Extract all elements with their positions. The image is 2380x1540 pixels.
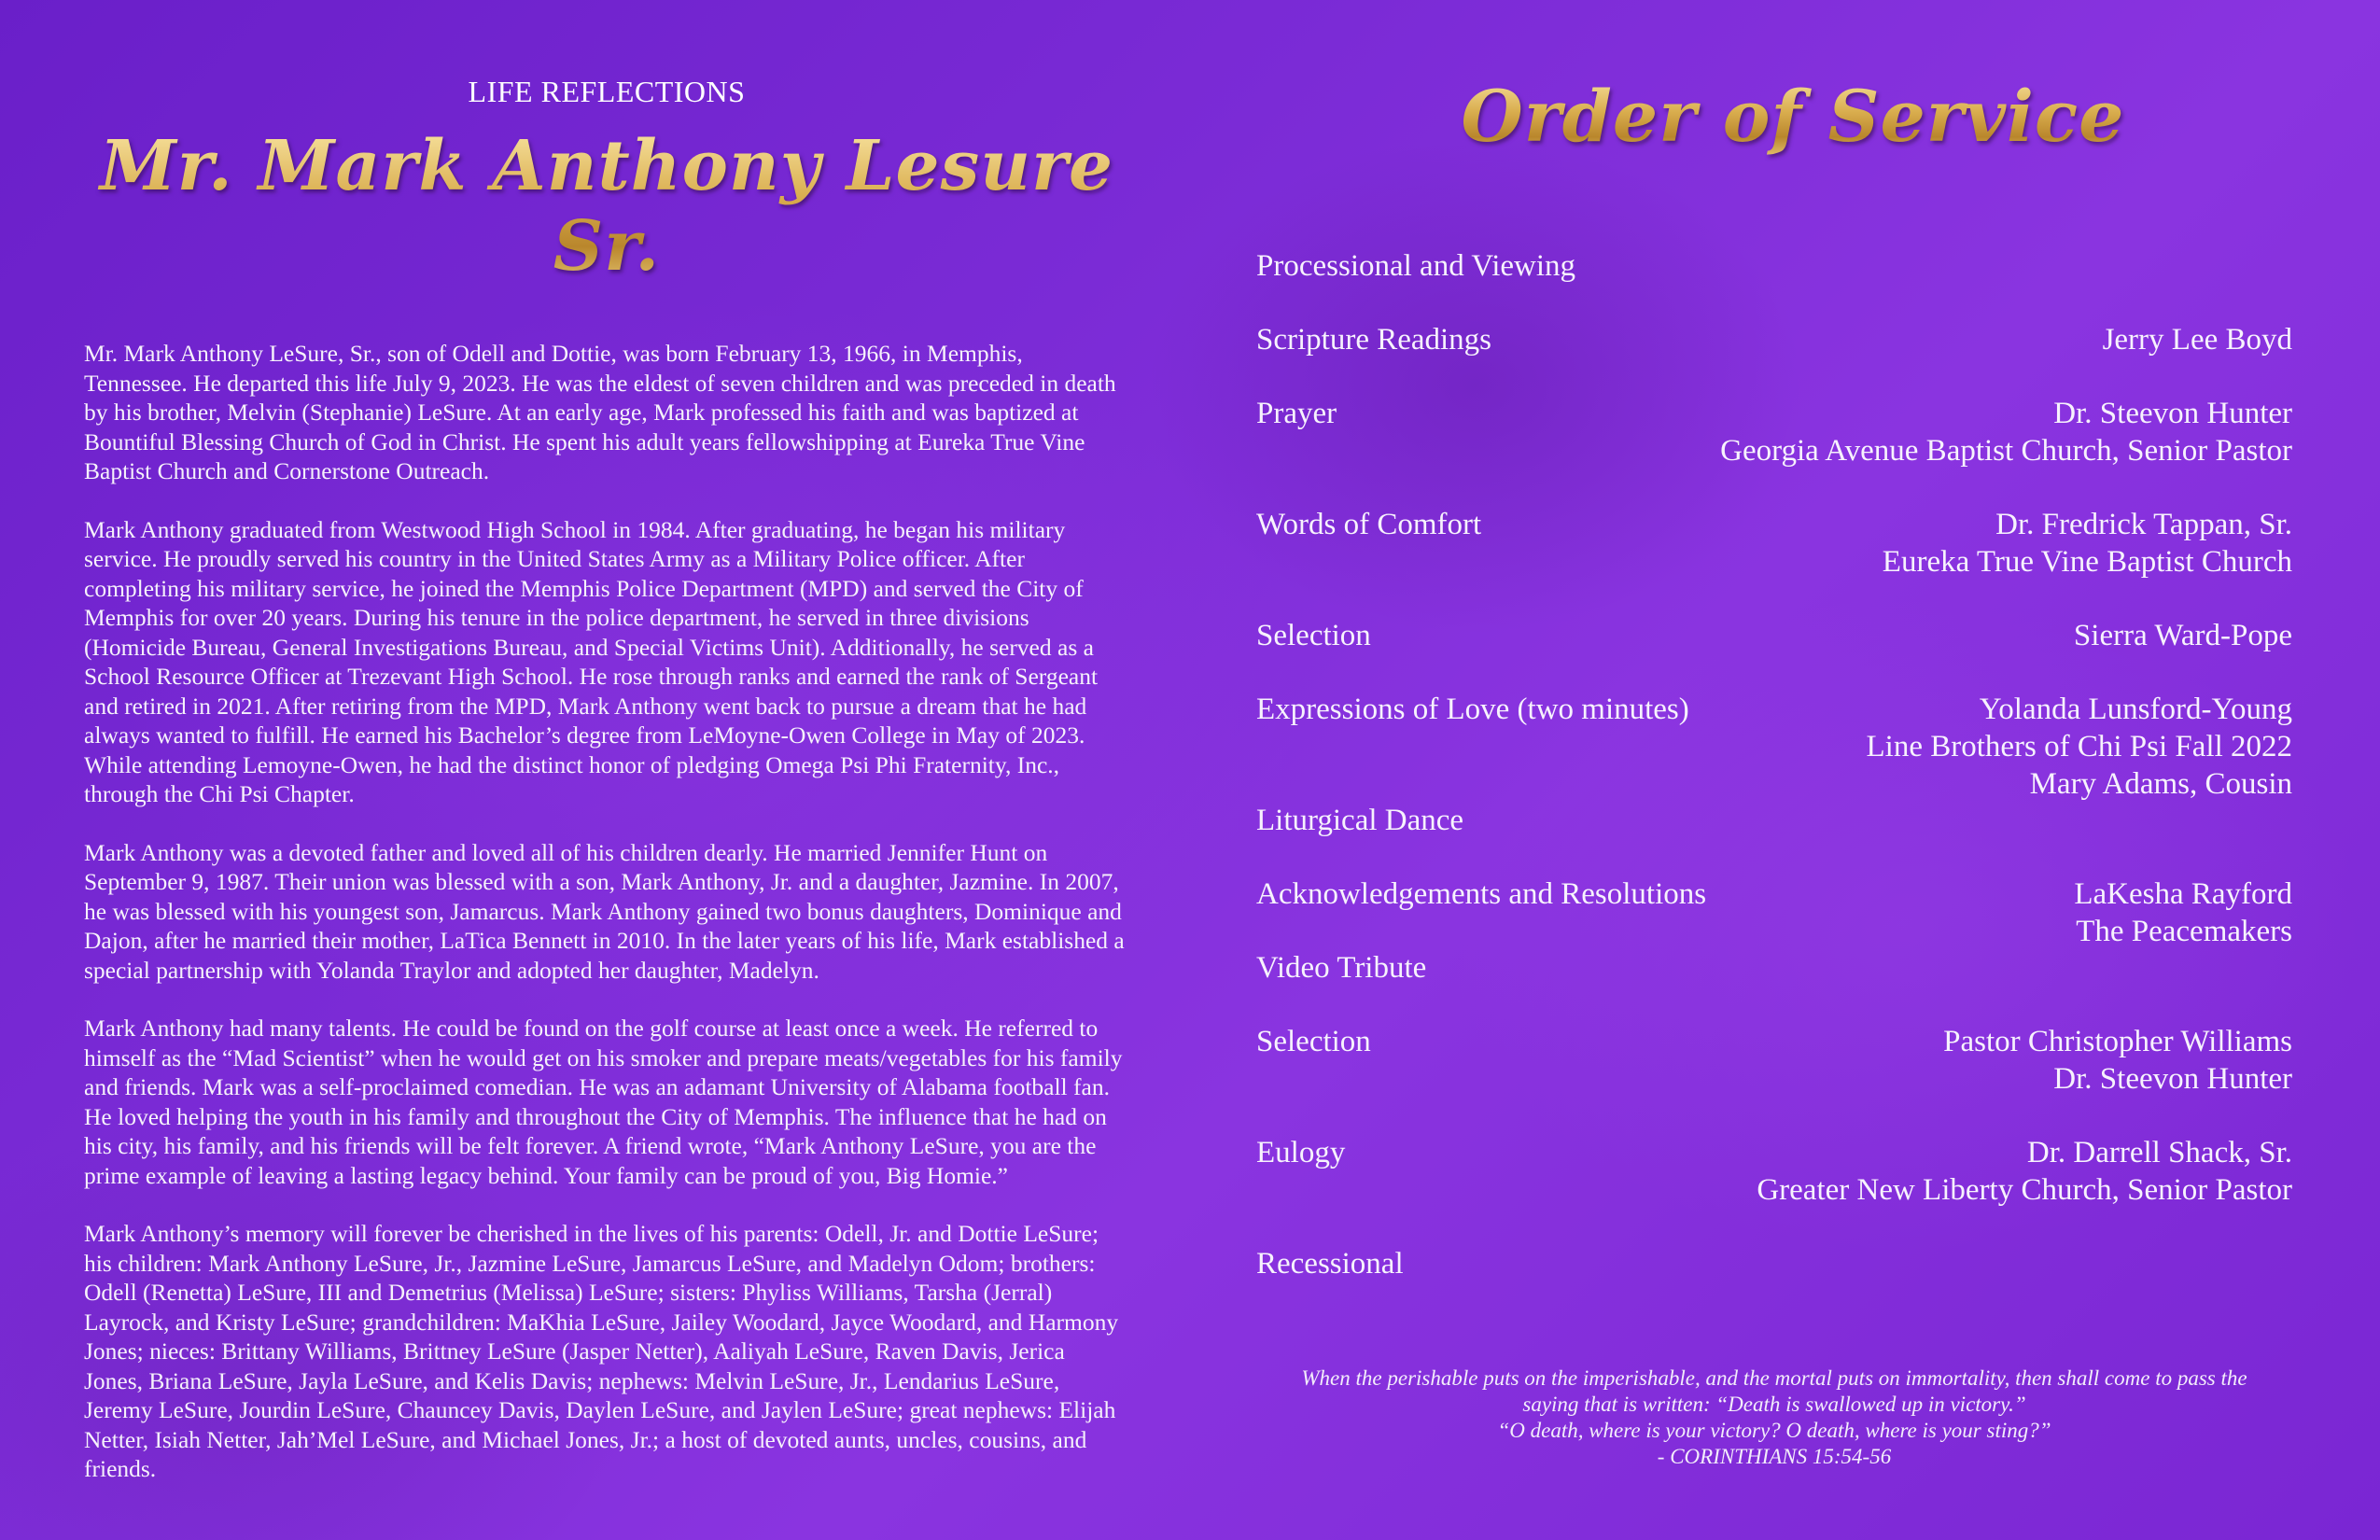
participant-name: Sierra Ward-Pope (2073, 619, 2292, 652)
participant-name: LaKesha Rayford (2074, 877, 2292, 911)
participant-name: Dr. Steevon Hunter (2053, 1062, 2292, 1096)
program-item-label: Words of Comfort (1256, 508, 1482, 541)
program-item-label: Scripture Readings (1256, 323, 1492, 357)
order-of-service-panel (1256, 75, 2292, 1281)
deceased-name-title: Mr. Mark Anthony Lesure Sr. (84, 126, 1129, 287)
program-item-label: Eulogy (1256, 1136, 1346, 1169)
obituary-paragraph: Mark Anthony’s memory will forever be cherished in the lives of his parents: Odell, Jr. and Dottie LeSure; his children: Mark Anthony LeSure, Jr., Jazmine LeSure, Jamarcus LeSure, and Madelyn Odom; brothers: Odell (Renetta) LeSure, III and Demetrius (Melissa) LeSure; sisters: Phyliss Williams, Tarsha (Jerral) Layrock, and Kristy LeSure; grandchildren: MaKhia LeSure, Jailey Woodard, Jayce Woodard, and Harmony Jones; nieces: Brittany Williams, Brittney LeSure (Jasper Netter), Aaliyah LeSure, Raven Davis, Jerica Jones, Briana LeSure, Jayla LeSure, and Kelis Davis; nephews: Melvin LeSure, Jr., Lendarius LeSure, Jeremy LeSure, Jourdin LeSure, Chauncey Davis, Daylen LeSure, and Jaylen LeSure; great nephews: Elijah Netter, Isiah Netter, Jah’Mel LeSure, and Michael Jones, Jr.; a host of devoted aunts, uncles, cousins, and friends. (84, 1220, 1119, 1482)
program-item-label: Selection (1256, 1025, 1371, 1058)
program-item-label: Selection (1256, 619, 1371, 652)
program-item-label: Liturgical Dance (1256, 804, 1464, 837)
participant-name: Dr. Darrell Shack, Sr. (2026, 1136, 2292, 1169)
program-item-participants (1720, 395, 2292, 469)
participant-name: Georgia Avenue Baptist Church, Senior Pastor (1720, 434, 2292, 468)
obituary-paragraph: Mark Anthony had many talents. He could be found on the golf course at least once a week. He referred to himself as the “Mad Scientist” when he would get on his smoker and prepare meats/vegetables for his family and friends. Mark was a self-proclaimed comedian. He was an adamant University of Alabama football fan. He loved helping the youth in his family and throughout the City of Memphis. The influence that he had on his city, his family, and his friends will be felt forever. A friend wrote, “Mark Anthony LeSure, you are the prime example of leaving a lasting legacy behind. Your family can be proud of you, Big Homie.” (84, 1015, 1123, 1189)
participant-name: Mary Adams, Cousin (2029, 767, 2292, 801)
participant-name: Greater New Liberty Church, Senior Pastor (1757, 1173, 2292, 1207)
obituary-paragraph: Mr. Mark Anthony LeSure, Sr., son of Odell and Dottie, was born February 13, 1966, in Memphis, Tennessee. He departed this life July 9, 2023. He was the eldest of seven children and was preceded in death by his brother, Melvin (Stephanie) LeSure. At an early age, Mark professed his faith and was baptized at Bountiful Blessing Church of God in Christ. He spent his adult years fellowshipping at Eureka True Vine Baptist Church and Cornerstone Outreach. (84, 340, 1116, 484)
program-item-label: Prayer (1256, 397, 1337, 430)
program-item-participants (2103, 321, 2292, 358)
program-item-participants (2074, 617, 2292, 654)
participant-name: The Peacemakers (2076, 915, 2292, 948)
participant-name: Dr. Steevon Hunter (2053, 397, 2292, 430)
verse-line: When the perishable puts on the imperishable, and the mortal puts on immortality, then shall come to pass the (1301, 1366, 2247, 1390)
life-reflections-panel (84, 65, 1129, 1513)
participant-name: Eureka True Vine Baptist Church (1882, 545, 2292, 579)
participant-name: Pastor Christopher Williams (1943, 1025, 2292, 1058)
program-item-label: Video Tribute (1256, 951, 1427, 985)
obituary-body (84, 339, 1129, 1484)
program-item-label: Expressions of Love (two minutes) (1256, 693, 1689, 726)
participant-name: Line Brothers of Chi Psi Fall 2022 (1866, 730, 2292, 763)
program-item-label: Recessional (1256, 1247, 1404, 1281)
program-item-participants (1867, 691, 2293, 803)
participant-name: Dr. Fredrick Tappan, Sr. (1995, 508, 2292, 541)
program-item-participants (2074, 875, 2292, 950)
program-item-participants (1883, 506, 2292, 581)
section-eyebrow: LIFE REFLECTIONS (468, 75, 746, 108)
scripture-verse (1256, 1365, 2292, 1470)
order-of-service-title: Order of Service (1256, 75, 2292, 158)
program-item-participants (1757, 1134, 2292, 1209)
obituary-paragraph: Mark Anthony graduated from Westwood High School in 1984. After graduating, he began his military service. He proudly served his country in the United States Army as a Military Police officer. After completing his military service, he joined the Memphis Police Department (MPD) and served the City of Memphis for over 20 years. During his tenure in the police department, he served in three divisions (Homicide Bureau, General Investigations Bureau, and Special Victims Unit). Additionally, he served as a School Resource Officer at Trezevant High School. He rose through ranks and earned the rank of Sergeant and retired in 2021. After retiring from the MPD, Mark Anthony went back to pursue a dream that he had always wanted to fulfill. He earned his Bachelor’s degree from LeMoyne-Owen College in May of 2023. While attending Lemoyne-Owen, he had the distinct honor of pledging Omega Psi Phi Fraternity, Inc., through the Chi Psi Chapter. (84, 515, 1099, 807)
verse-citation: - CORINTHIANS 15:54-56 (1657, 1445, 1892, 1468)
program-item-label: Processional and Viewing (1256, 249, 1576, 283)
participant-name: Jerry Lee Boyd (2102, 323, 2292, 357)
program-item-participants (1943, 1023, 2292, 1098)
program-item-label: Acknowledgements and Resolutions (1256, 877, 1707, 911)
obituary-paragraph: Mark Anthony was a devoted father and loved all of his children dearly. He married Jennifer Hunt on September 9, 1987. Their union was blessed with a son, Mark Anthony, Jr. and a daughter, Jazmine. In 2007, he was blessed with his youngest son, Jamarcus. Mark Anthony gained two bonus daughters, Dominique and Dajon, after he married their mother, LaTica Bennett in 2010. In the later years of his life, Mark established a special partnership with Yolanda Traylor and adopted her daughter, Madelyn. (84, 838, 1125, 984)
participant-name: Yolanda Lunsford-Young (1979, 693, 2292, 726)
verse-line: saying that is written: “Death is swallowed up in victory.” (1522, 1393, 2026, 1416)
verse-line: “O death, where is your victory? O death, where is your sting?” (1497, 1419, 2051, 1442)
